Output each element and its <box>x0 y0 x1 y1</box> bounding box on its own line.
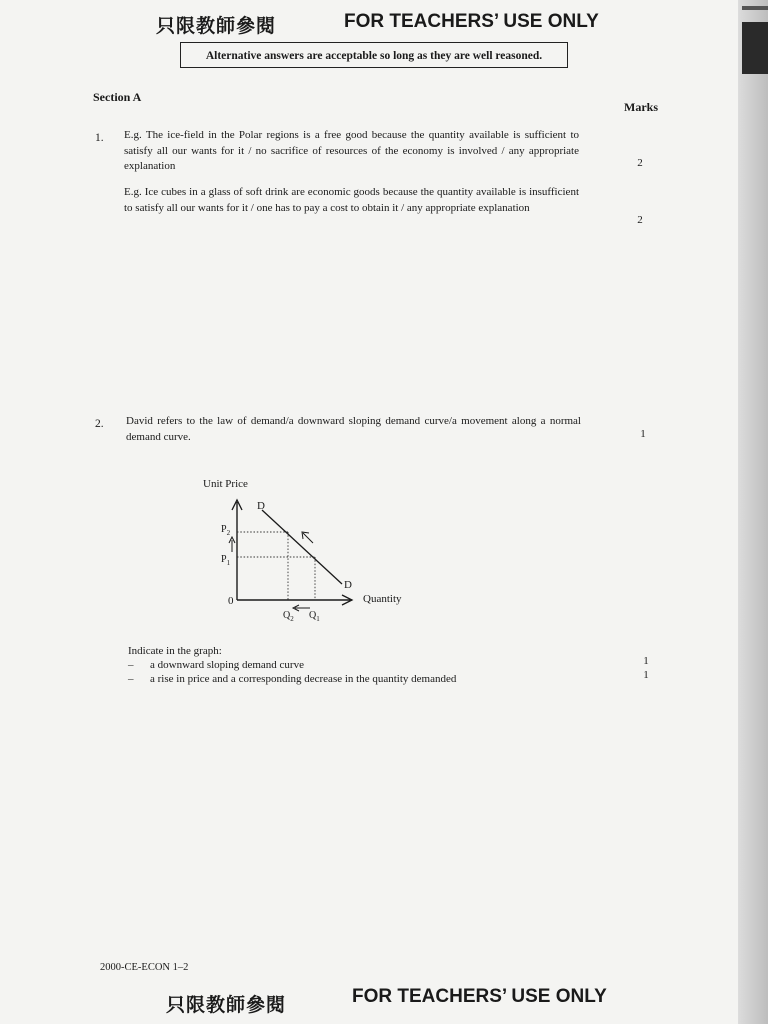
demand-curve-graph <box>190 470 430 630</box>
indicate-title: Indicate in the graph: <box>128 645 222 657</box>
q1-answer-2: E.g. Ice cubes in a glass of soft drink are economic goods because the quantity available is insufficient to satisfy all our wants for it / one has to pay a cost to obtain it / any appropriate explanation <box>124 186 579 214</box>
demand-curve-label-top: D <box>257 500 265 512</box>
scan-edge-stripe <box>742 6 768 10</box>
q1-answer-1: E.g. The ice-field in the Polar regions is a free good because the quantity available is sufficient to satisfy all our wants for it / no sacrifice of resources of the economy is involved / any appropriate explanation <box>124 129 579 172</box>
q1-label: $Q_1$ <box>309 610 320 623</box>
demand-curve-line <box>262 510 342 584</box>
q1-mark-2: 2 <box>637 214 643 226</box>
q2-mark: 1 <box>640 428 646 440</box>
scan-edge-dark <box>742 22 768 74</box>
section-title: Section A <box>93 90 142 104</box>
header-english: FOR TEACHERS’ USE ONLY <box>344 11 599 32</box>
demand-curve-label-bottom: D <box>344 579 352 591</box>
q1-mark-1: 2 <box>637 157 643 169</box>
notice-box: Alternative answers are acceptable so long as they are well reasoned. <box>180 42 568 68</box>
bullet-text-2: a rise in price and a corresponding decrease in the quantity demanded <box>150 673 457 685</box>
footer-english: FOR TEACHERS’ USE ONLY <box>352 986 607 1007</box>
x-axis-label: Quantity <box>363 593 402 605</box>
bullet-mark-1: 1 <box>643 655 649 667</box>
bullet-dash-2: – <box>128 673 134 685</box>
bullet-text-1: a downward sloping demand curve <box>150 659 304 671</box>
bullet-dash-1: – <box>128 659 134 671</box>
origin-label: 0 <box>228 595 234 607</box>
footer-chinese: 只限教師參閱 <box>166 994 287 1016</box>
question-number-1: 1. <box>95 132 104 144</box>
bullet-mark-2: 1 <box>643 669 649 681</box>
paper-code: 2000-CE-ECON 1–2 <box>100 962 189 973</box>
question-number-2: 2. <box>95 418 104 430</box>
header-chinese: 只限教師參閱 <box>156 15 277 37</box>
scan-edge <box>738 0 768 1024</box>
marks-header: Marks <box>624 100 658 114</box>
y-axis-label: Unit Price <box>203 478 248 490</box>
p2-label: $P_2$ <box>221 524 231 537</box>
p1-label: $P_1$ <box>221 554 231 567</box>
q2-label: $Q_2$ <box>283 610 294 623</box>
q2-answer: David refers to the law of demand/a downward sloping demand curve/a movement along a normal demand curve. <box>126 415 581 443</box>
movement-arrow <box>303 533 313 543</box>
